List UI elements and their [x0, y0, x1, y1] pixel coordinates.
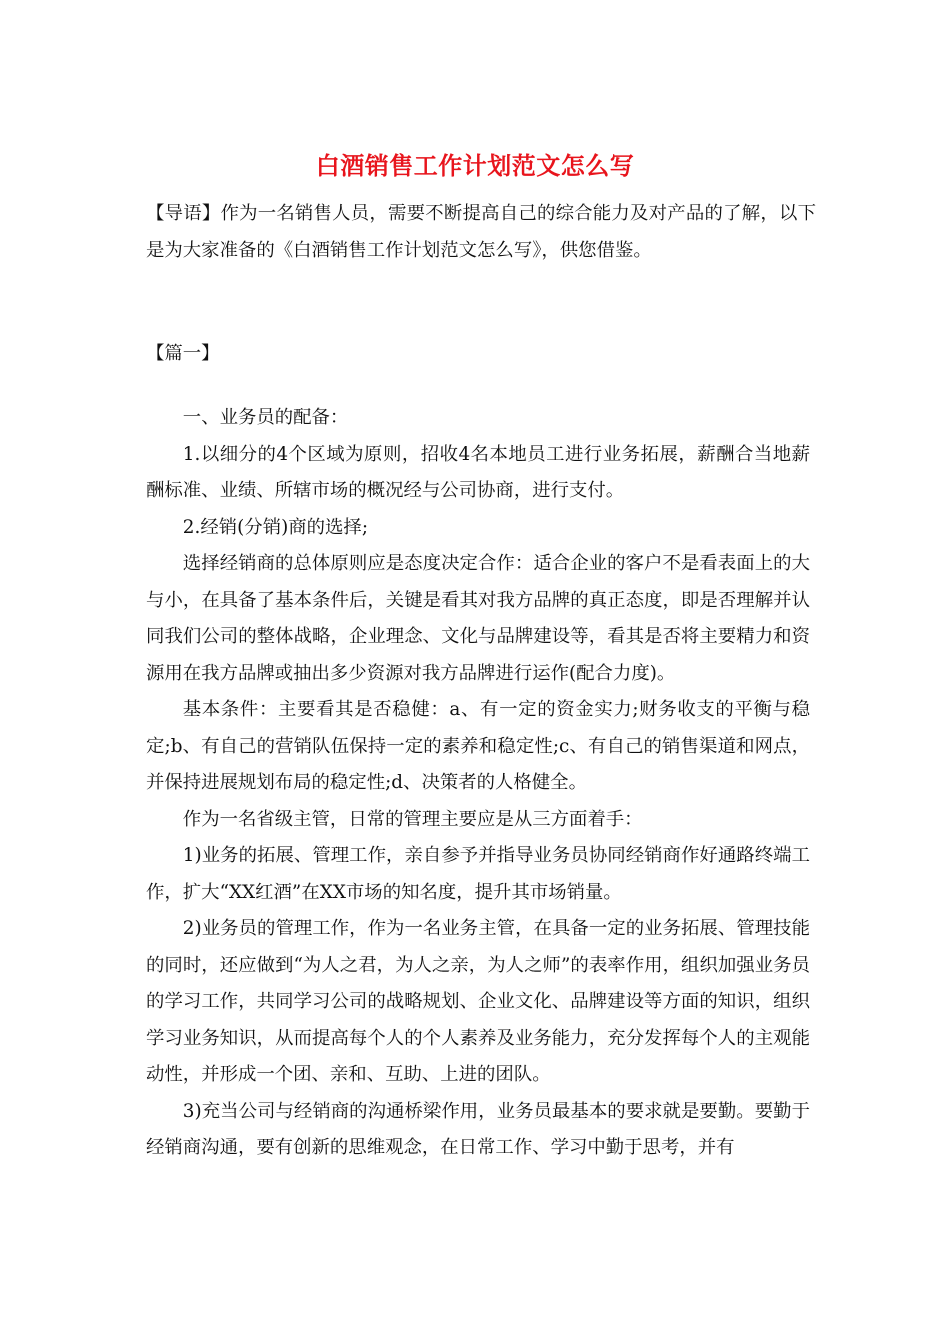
body-paragraph: 一、业务员的配备：	[182, 407, 349, 428]
body-paragraph: 2)业务员的管理工作，作为一名业务主管，在具备一定的业务拓展、管理技能的同时，还应做到“为人之君，为人之亲，为人之师”的表率作用，组织加强业务员的学习工作，共同学习公司的战略规划、企业文化、品牌建设等方面的知识，组织学习业务知识，从而提高每个人的个人素养及业务能力，充分发挥每个人的主观能动性，并形成一个团、亲和、互助、上进的团队。	[146, 918, 810, 1085]
body-paragraph: 选择经销商的总体原则应是态度决定合作：适合企业的客户不是看表面上的大与小，在具备了基本条件后，关键是看其对我方品牌的真正态度，即是否理解并认同我们公司的整体战略，企业理念、文化与品牌建设等，看其是否将主要精力和资源用在我方品牌或抽出多少资源对我方品牌进行运作(配合力度)。	[146, 553, 810, 684]
body-paragraph: 2.经销(分销)商的选择;	[182, 516, 369, 538]
document-body	[146, 400, 810, 1167]
document-title: 白酒销售工作计划范文怎么写	[315, 151, 635, 180]
body-paragraph: 基本条件：主要看其是否稳健：a、有一定的资金实力;财务收支的平衡与稳定;b、有自己的营销队伍保持一定的素养和稳定性;c、有自己的销售渠道和网点，并保持进展规划布局的稳定性;d、决策者的人格健全。	[146, 699, 810, 793]
body-paragraph: 1.以细分的4个区域为原则，招收4名本地员工进行业务拓展，薪酬合当地薪酬标准、业绩、所辖市场的概况经与公司协商，进行支付。	[146, 443, 810, 501]
section-heading: 【篇一】	[146, 343, 220, 364]
body-paragraph: 3)充当公司与经销商的沟通桥梁作用，业务员最基本的要求就是要勤。要勤于经销商沟通，要有创新的思维观念，在日常工作、学习中勤于思考，并有	[146, 1100, 810, 1158]
intro-paragraph: 【导语】作为一名销售人员，需要不断提高自己的综合能力及对产品的了解，以下是为大家准备的《白酒销售工作计划范文怎么写》，供您借鉴。	[146, 203, 816, 261]
body-paragraph: 1)业务的拓展、管理工作，亲自参予并指导业务员协同经销商作好通路终端工作，扩大“XX红酒”在XX市场的知名度，提升其市场销量。	[146, 845, 810, 903]
body-paragraph: 作为一名省级主管，日常的管理主要应是从三方面着手：	[182, 808, 643, 830]
